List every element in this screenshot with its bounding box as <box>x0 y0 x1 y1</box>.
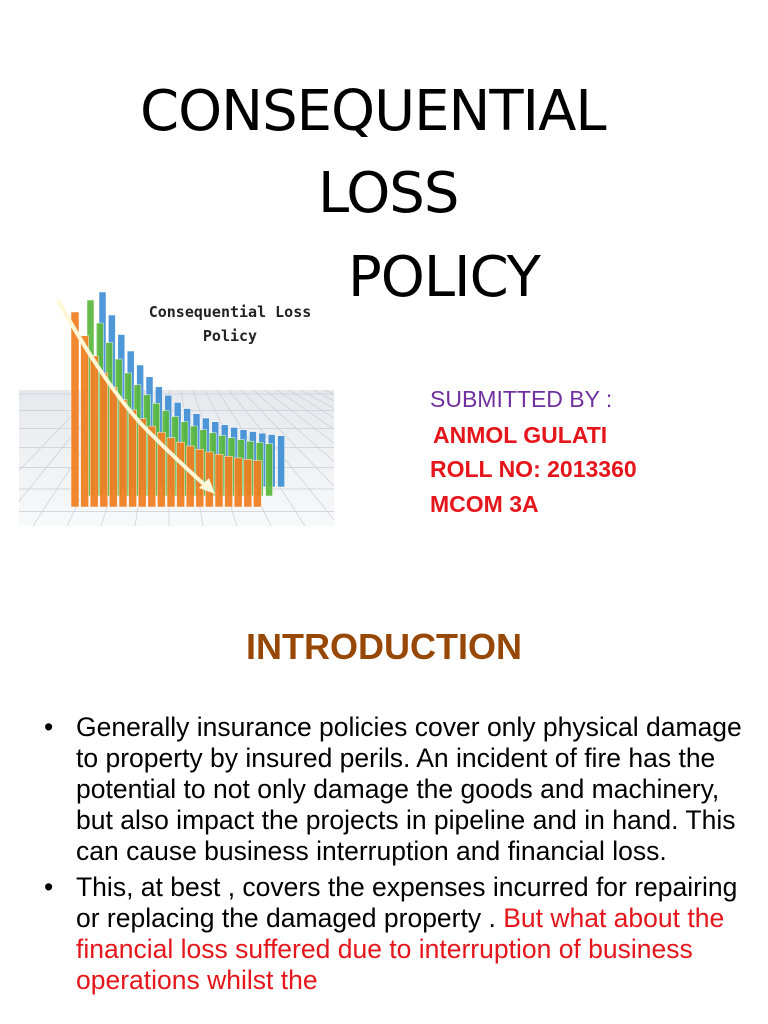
class-name: MCOM 3A <box>430 491 539 517</box>
illustration-caption-1: Consequential Loss <box>148 303 312 321</box>
bullet-text: This, at best , covers the expenses incurred for repairing or replacing the damaged property . <box>76 872 738 933</box>
title-line-3: POLICY <box>348 245 540 310</box>
orange-bar <box>90 356 98 507</box>
illustration-caption-2: Policy <box>202 327 258 345</box>
green-bar <box>266 444 273 496</box>
orange-bar <box>100 373 108 507</box>
orange-bar <box>129 410 137 507</box>
title-line-1: CONSEQUENTIAL <box>140 79 606 144</box>
bullet-item-2 <box>44 872 744 996</box>
introduction-heading: INTRODUCTION <box>246 626 522 667</box>
bullet-text: Generally insurance policies cover only physical damage to property by insured perils. An incident of fire has the potential to not only damage the goods and machinery, but also impact the projects in pipeline and in hand. This can cause business interruption and financial loss. <box>76 712 742 866</box>
orange-bar <box>138 419 146 507</box>
blue-bar <box>278 436 285 487</box>
orange-bar <box>177 442 185 507</box>
orange-bar <box>225 456 233 507</box>
bullet-item-1 <box>44 712 744 867</box>
submitted-by-label: SUBMITTED BY : <box>430 386 613 412</box>
orange-bar <box>81 336 89 507</box>
orange-bar <box>71 312 79 507</box>
orange-bar <box>215 454 223 507</box>
bullet-dot-icon: • <box>44 712 54 742</box>
orange-bar <box>253 460 261 507</box>
orange-bar <box>234 458 242 507</box>
student-name: ANMOL GULATI <box>433 422 608 448</box>
introduction-bullets <box>44 712 744 1001</box>
bullet-dot-icon: • <box>44 872 54 902</box>
orange-bar <box>244 459 252 507</box>
title-line-2: LOSS <box>318 161 459 226</box>
declining-bars-illustration <box>19 282 334 526</box>
orange-bar <box>109 387 117 507</box>
roll-number: ROLL NO: 2013360 <box>430 456 637 482</box>
bullet-highlight-text: But what about the financial loss suffered due to interruption of business operations whilst the <box>76 903 725 995</box>
orange-bar <box>119 400 127 507</box>
